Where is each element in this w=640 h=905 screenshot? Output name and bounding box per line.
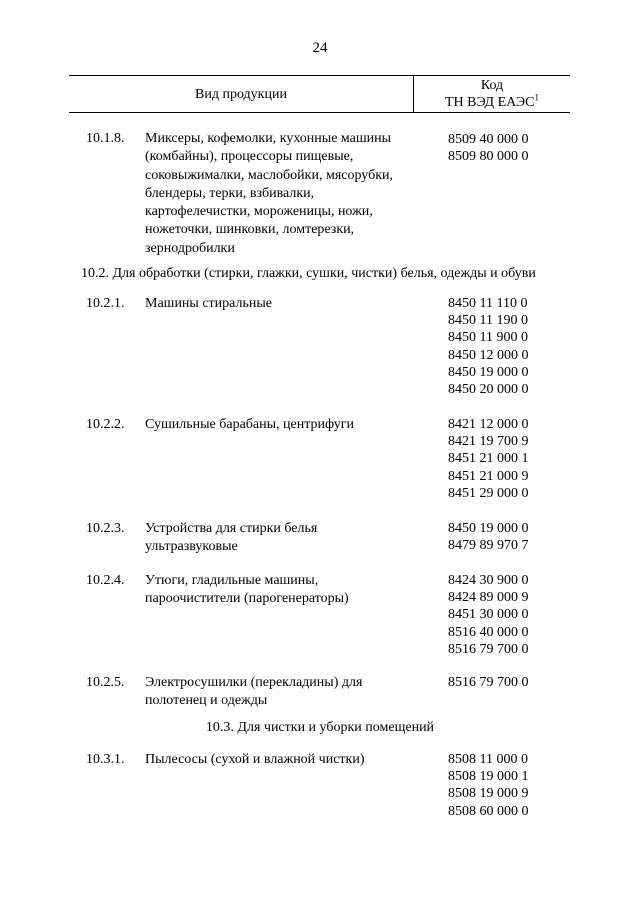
row-product-name: Устройства для стирки белья ультразвуковые — [145, 521, 318, 555]
row-product-name: Пылесосы (сухой и влажной чистки) — [145, 752, 365, 767]
hs-code: 8508 60 000 0 — [448, 803, 529, 819]
hs-code: 8450 11 900 0 — [448, 330, 528, 346]
hs-code: 8450 19 000 0 — [448, 521, 529, 536]
row-number: 10.2.2. — [86, 417, 125, 432]
hs-code: 8451 29 000 0 — [448, 485, 529, 501]
hs-code: 8451 21 000 1 — [448, 451, 529, 467]
hs-code: 8421 19 700 9 — [448, 434, 529, 450]
row-codes — [448, 131, 529, 165]
footnote-marker: 1 — [534, 92, 539, 103]
section-heading-10-2: 10.2. Для обработки (стирки, глажки, сушки, чистки) белья, одежды и обуви — [81, 266, 536, 281]
hs-code: 8516 40 000 0 — [448, 624, 529, 640]
header-product-type: Вид продукции — [195, 87, 287, 102]
hs-code: 8451 21 000 9 — [448, 468, 529, 484]
header-code-line2: ТН ВЭД ЕАЭС$^1$ — [444, 92, 539, 110]
header-code — [414, 77, 570, 111]
hs-code: 8450 19 000 0 — [448, 364, 529, 380]
row-product-name: Электросушилки (перекладины) для полотенец и одежды — [145, 675, 363, 709]
table-top-rule — [69, 75, 570, 76]
hs-code: 8424 30 900 0 — [448, 573, 529, 588]
header-code-line1: Код — [480, 78, 504, 93]
hs-code: 8450 11 110 0 — [448, 296, 528, 311]
row-number: 10.2.4. — [86, 573, 125, 588]
hs-code: 8508 19 000 9 — [448, 786, 529, 802]
section-heading-10-3: 10.3. Для чистки и уборки помещений — [205, 720, 435, 735]
row-number: 10.1.8. — [86, 131, 125, 146]
hs-code: 8451 30 000 0 — [448, 607, 529, 623]
row-codes — [448, 572, 529, 658]
hs-code: 8424 89 000 9 — [448, 590, 529, 606]
hs-code: 8508 11 000 0 — [448, 752, 528, 767]
hs-code: 8516 79 700 0 — [448, 641, 529, 657]
row-number: 10.2.1. — [86, 296, 125, 311]
hs-code: 8509 80 000 0 — [448, 149, 529, 165]
row-number: 10.3.1. — [86, 752, 125, 767]
hs-code: 8450 20 000 0 — [448, 382, 529, 398]
row-number: 10.2.5. — [86, 675, 125, 690]
hs-code: 8516 79 700 0 — [448, 675, 529, 690]
row-product-name: Сушильные барабаны, центрифуги — [145, 417, 354, 432]
row-number: 10.2.3. — [86, 521, 125, 536]
hs-code: 8421 12 000 0 — [448, 417, 529, 432]
hs-code: 8479 89 970 7 — [448, 538, 529, 554]
row-product-name: Миксеры, кофемолки, кухонные машины (комбайны), процессоры пищевые, соковыжималки, маслобойки, мясорубки, блендеры, терки, взбивалки, картофелечистки, мороженицы, ножи, ножеточки, шинковки, ломтерезки, зернодробилки — [145, 131, 394, 256]
row-codes — [448, 674, 529, 691]
row-codes — [448, 295, 529, 398]
row-codes — [448, 751, 529, 820]
hs-code: 8450 11 190 0 — [448, 313, 528, 329]
hs-code: 8509 40 000 0 — [448, 132, 529, 147]
row-product-name: Машины стиральные — [145, 296, 272, 311]
hs-code: 8508 19 000 1 — [448, 769, 529, 785]
row-codes — [448, 416, 529, 502]
page-number: 24 — [312, 40, 328, 56]
table-header-bottom-rule — [69, 112, 570, 113]
row-product-name: Утюги, гладильные машины, пароочистители (парогенераторы) — [145, 573, 349, 607]
hs-code: 8450 12 000 0 — [448, 347, 529, 363]
row-codes — [448, 520, 529, 554]
